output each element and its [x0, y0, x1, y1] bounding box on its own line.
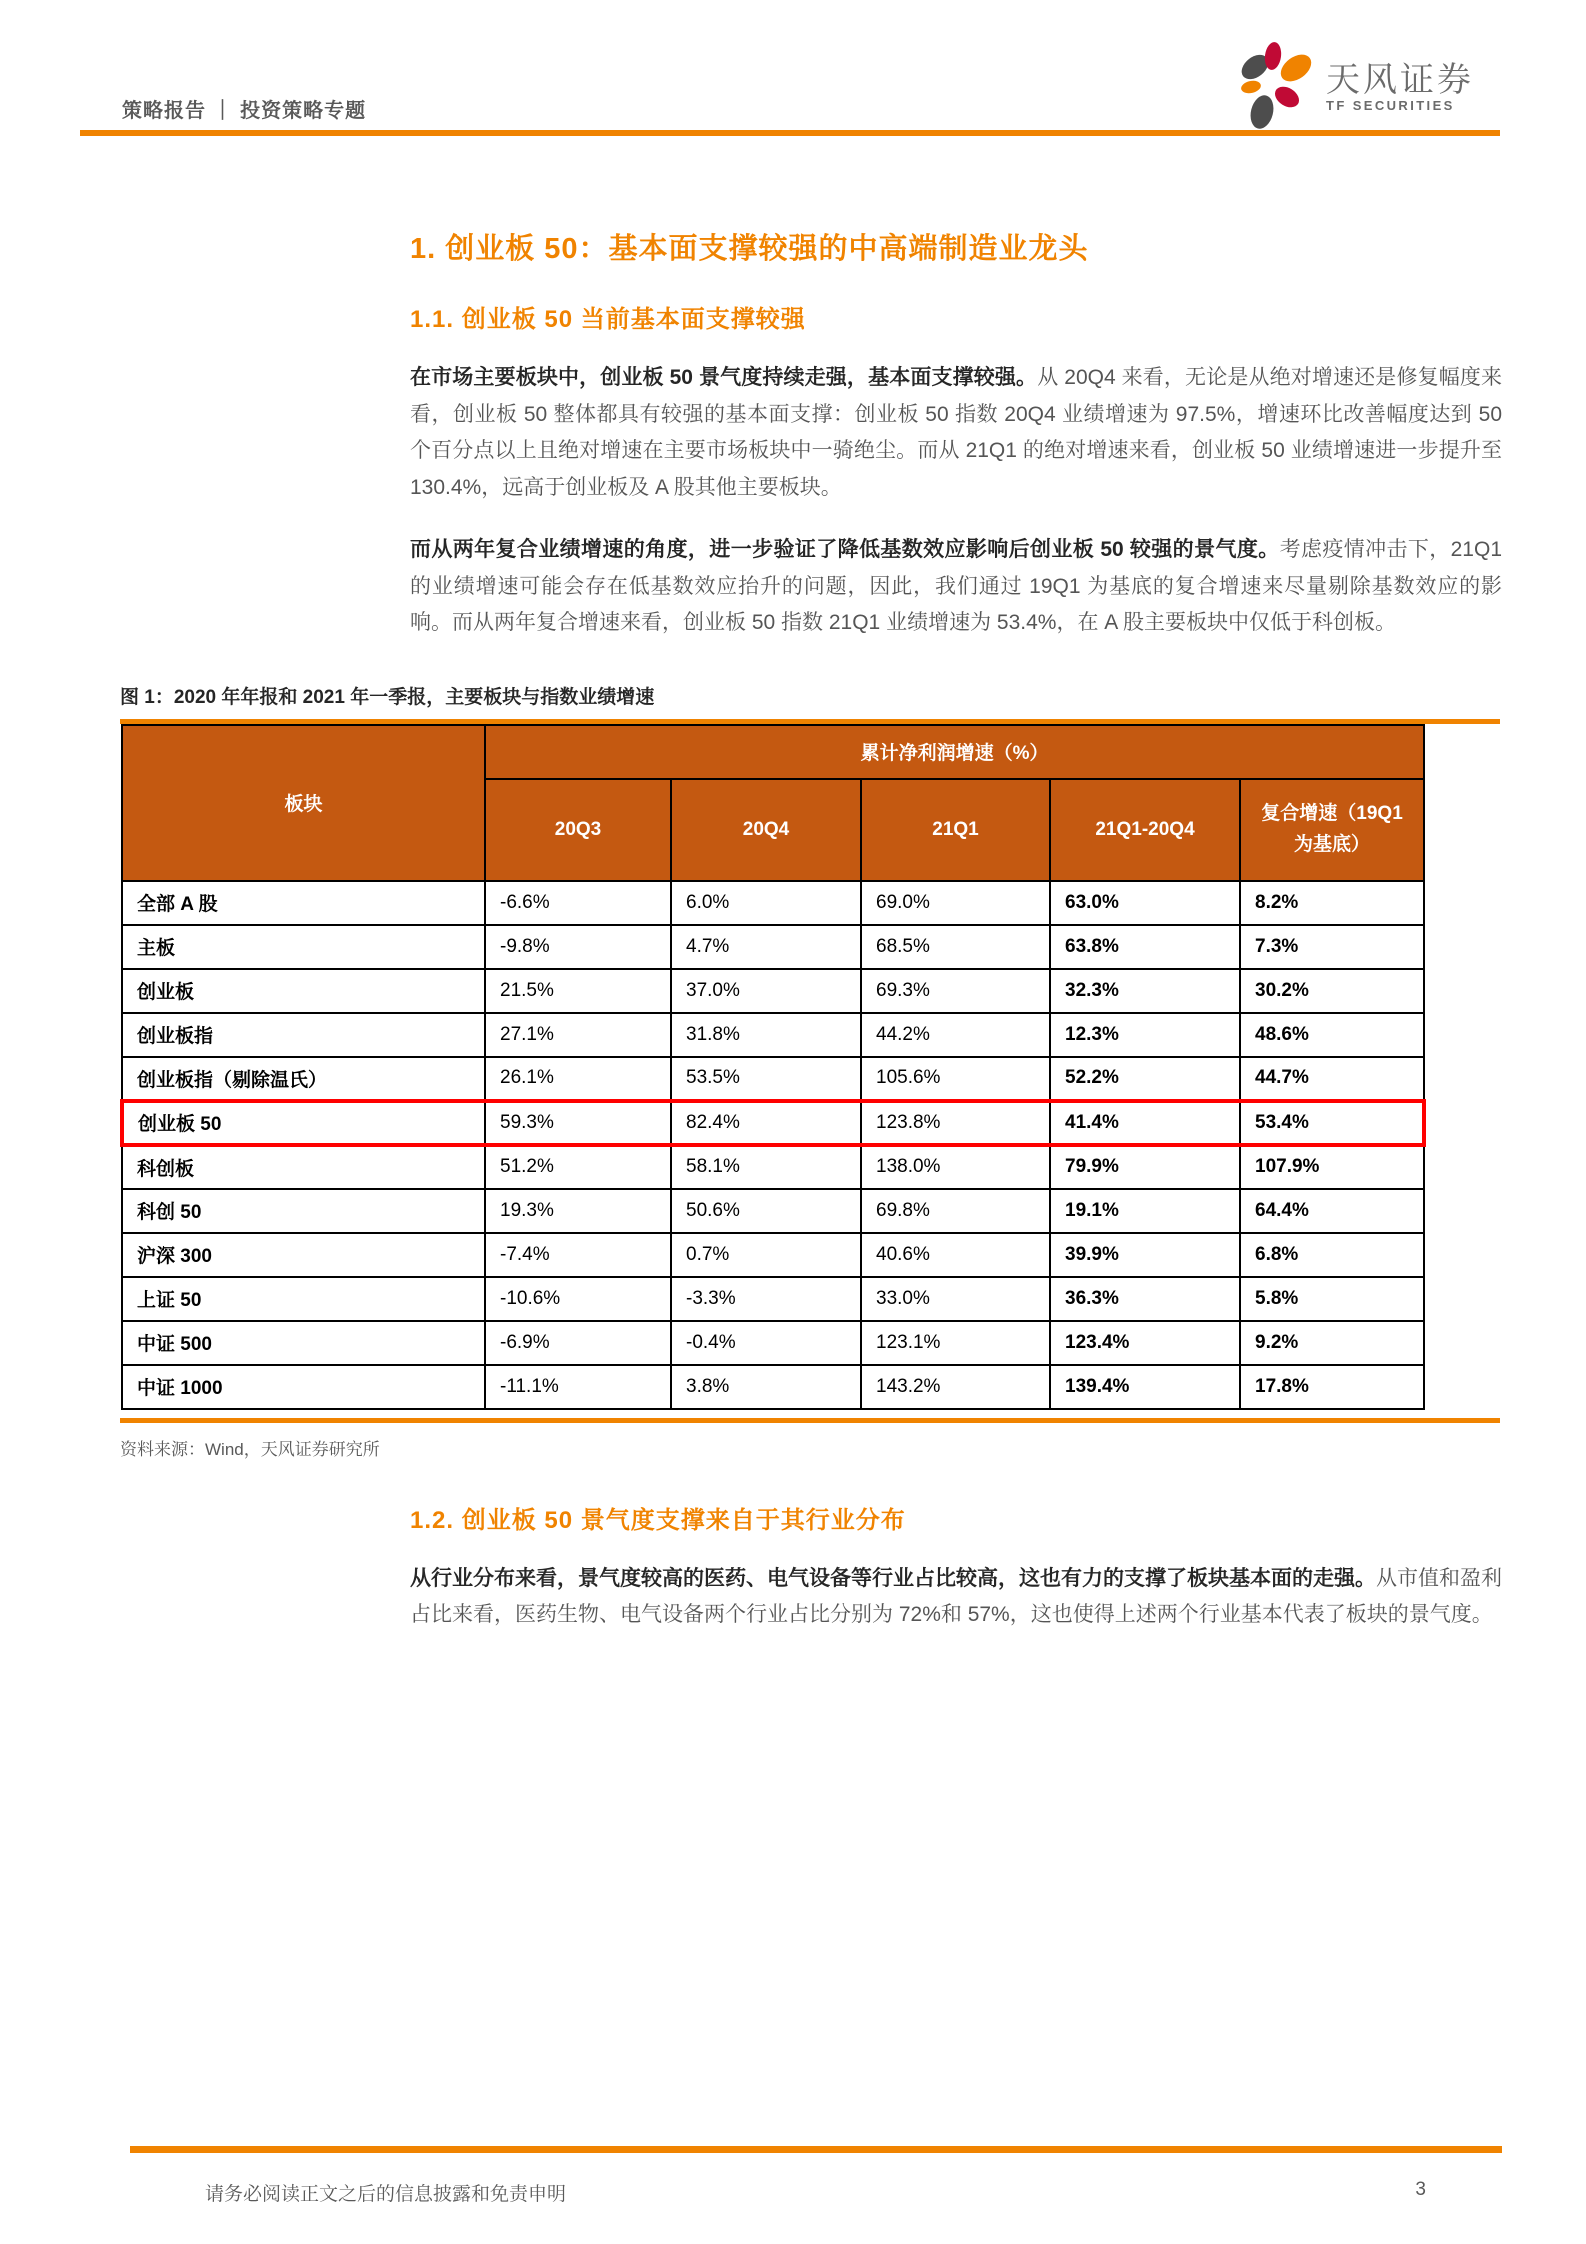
row-value: 64.4% — [1240, 1189, 1424, 1233]
row-label: 全部 A 股 — [122, 881, 485, 925]
performance-table-body — [122, 881, 1424, 1409]
table-header-21q1-20q4: 21Q1-20Q4 — [1050, 779, 1240, 881]
row-value: -7.4% — [485, 1233, 671, 1277]
row-value: 69.3% — [861, 969, 1050, 1013]
row-label: 主板 — [122, 925, 485, 969]
row-value: 44.7% — [1240, 1057, 1424, 1101]
footer-divider — [130, 2146, 1502, 2153]
row-value: 7.3% — [1240, 925, 1424, 969]
row-value: 5.8% — [1240, 1277, 1424, 1321]
row-value: 36.3% — [1050, 1277, 1240, 1321]
table-row — [122, 925, 1424, 969]
report-type-label: 策略报告 ｜ 投资策略专题 — [122, 100, 367, 122]
brand-text — [1326, 60, 1474, 114]
row-value: 123.8% — [861, 1101, 1050, 1145]
section-1-title: 1. 创业板 50：基本面支撑较强的中高端制造业龙头 — [410, 233, 1089, 265]
row-value: 37.0% — [671, 969, 861, 1013]
row-value: -6.9% — [485, 1321, 671, 1365]
row-value: 139.4% — [1050, 1365, 1240, 1409]
row-value: 32.3% — [1050, 969, 1240, 1013]
row-value: 19.1% — [1050, 1189, 1240, 1233]
row-value: -6.6% — [485, 881, 671, 925]
table-row — [122, 1277, 1424, 1321]
row-value: 44.2% — [861, 1013, 1050, 1057]
row-label: 中证 500 — [122, 1321, 485, 1365]
footer-disclaimer: 请务必阅读正文之后的信息披露和免责申明 — [205, 2184, 567, 2205]
row-value: 59.3% — [485, 1101, 671, 1145]
row-value: 6.0% — [671, 881, 861, 925]
row-value: 30.2% — [1240, 969, 1424, 1013]
row-value: 53.5% — [671, 1057, 861, 1101]
row-value: 53.4% — [1240, 1101, 1424, 1145]
paragraph-3 — [410, 1561, 1502, 1634]
table-row — [122, 1057, 1424, 1101]
row-value: 21.5% — [485, 969, 671, 1013]
paragraph-2-lead: 而从两年复合业绩增速的角度，进一步验证了降低基数效应影响后创业板 50 较强的景气度。 — [410, 538, 1280, 562]
row-value: -3.3% — [671, 1277, 861, 1321]
row-value: 40.6% — [861, 1233, 1050, 1277]
row-label: 沪深 300 — [122, 1233, 485, 1277]
row-value: -9.8% — [485, 925, 671, 969]
row-value: 52.2% — [1050, 1057, 1240, 1101]
paragraph-2-text: 考虑疫情冲击下，21Q1 的业绩增速可能会存在低基数效应抬升的问题，因此，我们通过 19Q1 为基底的复合增速来尽量剔除基数效应的影响。而从两年复合增速来看，创业板 50 指数 21Q1 业绩增速为 53.4%，在 A 股主要板块中仅低于科创板。 — [410, 538, 1503, 635]
row-value: 48.6% — [1240, 1013, 1424, 1057]
row-value: -11.1% — [485, 1365, 671, 1409]
row-value: 51.2% — [485, 1145, 671, 1189]
table-row — [122, 969, 1424, 1013]
row-value: 138.0% — [861, 1145, 1050, 1189]
row-value: 31.8% — [671, 1013, 861, 1057]
figure-bottom-rule — [120, 1418, 1500, 1423]
tf-securities-logo — [1234, 42, 1474, 134]
paragraph-1-lead: 在市场主要板块中，创业板 50 景气度持续走强，基本面支撑较强。 — [410, 366, 1038, 389]
row-label: 科创 50 — [122, 1189, 485, 1233]
row-value: 3.8% — [671, 1365, 861, 1409]
table-row — [122, 1145, 1424, 1189]
row-value: 39.9% — [1050, 1233, 1240, 1277]
table-header-21q1: 21Q1 — [861, 779, 1050, 881]
row-value: 41.4% — [1050, 1101, 1240, 1145]
row-label: 上证 50 — [122, 1277, 485, 1321]
table-header-plate: 板块 — [122, 725, 485, 881]
row-value: 6.8% — [1240, 1233, 1424, 1277]
page-number: 3 — [1415, 2179, 1426, 2200]
row-value: 4.7% — [671, 925, 861, 969]
tf-logo-flower-icon — [1234, 42, 1316, 134]
row-label: 创业板 50 — [122, 1101, 485, 1145]
row-value: 0.7% — [671, 1233, 861, 1277]
paragraph-3-text: 从市值和盈利占比来看，医药生物、电气设备两个行业占比分别为 72%和 57%，这也使得上述两个行业基本代表了板块的景气度。 — [410, 1566, 1502, 1627]
row-value: 17.8% — [1240, 1365, 1424, 1409]
row-value: 123.4% — [1050, 1321, 1240, 1365]
row-value: 19.3% — [485, 1189, 671, 1233]
row-value: 63.0% — [1050, 881, 1240, 925]
table-row — [122, 1365, 1424, 1409]
row-value: 69.8% — [861, 1189, 1050, 1233]
figure-source: 资料来源：Wind，天风证券研究所 — [120, 1439, 380, 1459]
brand-name-cn: 天风证券 — [1326, 60, 1474, 99]
row-label: 创业板指（剔除温氏） — [122, 1057, 485, 1101]
row-value: 26.1% — [485, 1057, 671, 1101]
row-value: 8.2% — [1240, 881, 1424, 925]
paragraph-2 — [410, 532, 1502, 642]
row-value: 63.8% — [1050, 925, 1240, 969]
paragraph-3-lead: 从行业分布来看，景气度较高的医药、电气设备等行业占比较高，这也有力的支撑了板块基本面的走强。 — [410, 1566, 1376, 1590]
section-1-1-title: 1.1. 创业板 50 当前基本面支撑较强 — [410, 306, 806, 333]
table-row — [122, 1189, 1424, 1233]
table-row — [122, 1233, 1424, 1277]
row-value: 105.6% — [861, 1057, 1050, 1101]
section-1-2-title: 1.2. 创业板 50 景气度支撑来自于其行业分布 — [410, 1506, 906, 1534]
row-label: 创业板指 — [122, 1013, 485, 1057]
page-footer — [0, 2146, 1586, 2206]
table-header-20q3: 20Q3 — [485, 779, 671, 881]
row-value: 79.9% — [1050, 1145, 1240, 1189]
row-value: 58.1% — [671, 1145, 861, 1189]
row-value: 123.1% — [861, 1321, 1050, 1365]
row-label: 创业板 — [122, 969, 485, 1013]
row-value: -0.4% — [671, 1321, 861, 1365]
brand-name-en: TF SECURITIES — [1326, 98, 1455, 114]
table-row — [122, 1321, 1424, 1365]
paragraph-1 — [410, 360, 1502, 506]
row-value: 68.5% — [861, 925, 1050, 969]
row-value: 9.2% — [1240, 1321, 1424, 1365]
row-label: 科创板 — [122, 1145, 485, 1189]
row-value: 12.3% — [1050, 1013, 1240, 1057]
table-header-compound: 复合增速（19Q1 为基底） — [1240, 779, 1424, 881]
paragraph-1-text: 从 20Q4 来看，无论是从绝对增速还是修复幅度来看，创业板 50 整体都具有较强的基本面支撑：创业板 50 指数 20Q4 业绩增速为 97.5%，增速环比改善幅度达到 50 个百分点以上且绝对增速在主要市场板块中一骑绝尘。而从 21Q1 的绝对增速来看，创业板 50 业绩增速进一步提升至 130.4%，远高于创业板及 A 股其他主要板块。 — [410, 366, 1502, 499]
figure-1-caption: 图 1：2020 年年报和 2021 年一季报，主要板块与指数业绩增速 — [120, 686, 655, 708]
table-row — [122, 1101, 1424, 1145]
table-header-group: 累计净利润增速（%） — [485, 725, 1424, 779]
table-header-20q4: 20Q4 — [671, 779, 861, 881]
page-header — [0, 0, 1586, 138]
table-row — [122, 881, 1424, 925]
figure-1 — [120, 682, 1500, 1460]
row-value: 50.6% — [671, 1189, 861, 1233]
report-body — [0, 226, 1586, 1634]
row-value: 107.9% — [1240, 1145, 1424, 1189]
row-value: 33.0% — [861, 1277, 1050, 1321]
performance-table — [120, 724, 1426, 1410]
row-value: 69.0% — [861, 881, 1050, 925]
row-value: 143.2% — [861, 1365, 1050, 1409]
row-value: 27.1% — [485, 1013, 671, 1057]
row-value: -10.6% — [485, 1277, 671, 1321]
row-value: 82.4% — [671, 1101, 861, 1145]
row-label: 中证 1000 — [122, 1365, 485, 1409]
table-row — [122, 1013, 1424, 1057]
